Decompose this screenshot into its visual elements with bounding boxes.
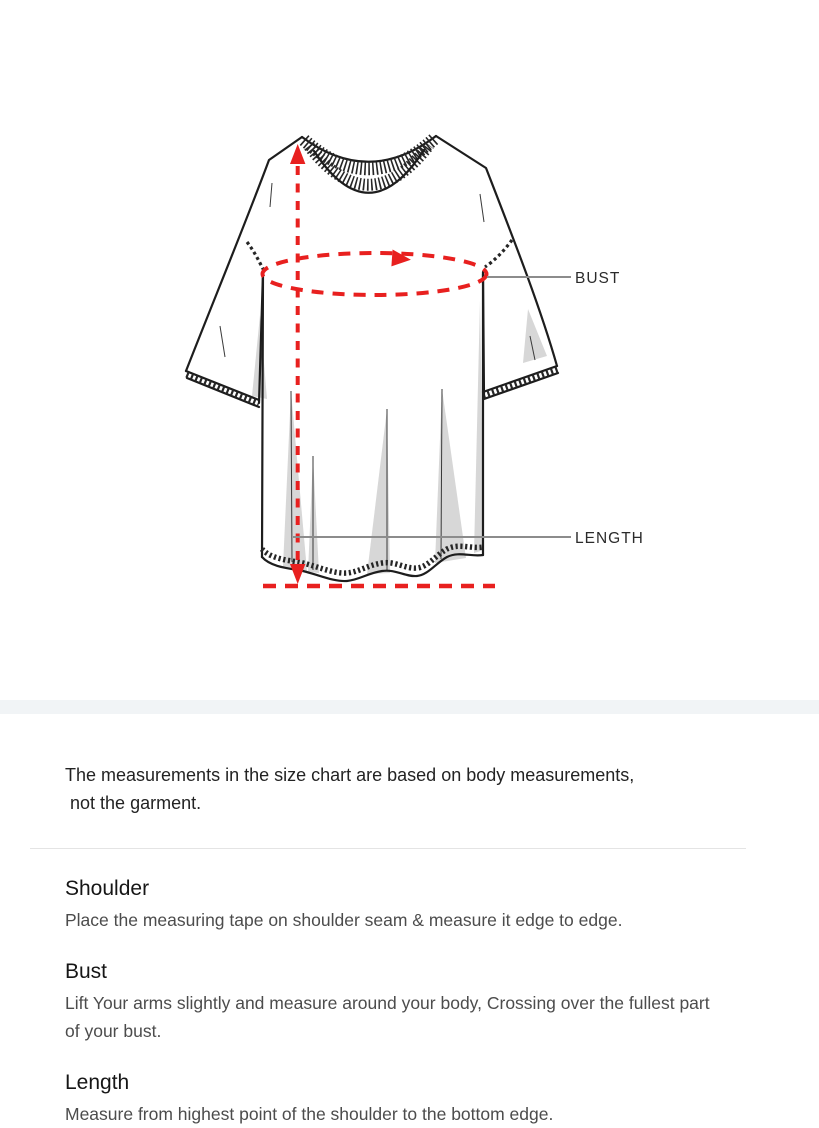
measure-section-shoulder xyxy=(65,877,749,934)
length-bottom-arrowhead xyxy=(290,564,305,584)
measure-sections xyxy=(65,877,749,1128)
body-outline xyxy=(262,270,263,557)
left-sleeve xyxy=(186,137,302,371)
size-chart-note xyxy=(65,761,749,817)
bust-label: BUST xyxy=(575,270,621,287)
measure-section-length xyxy=(65,1071,749,1128)
section-title: Bust xyxy=(65,960,108,983)
section-description: Lift Your arms slightly and measure around your body, Crossing over the fullest part of your bust. xyxy=(65,993,710,1041)
measurement-guide xyxy=(0,714,819,1128)
note-line-2: not the garment. xyxy=(65,793,202,813)
section-divider-band xyxy=(0,700,819,714)
section-title: Length xyxy=(65,1071,130,1094)
section-description: Measure from highest point of the shoulder to the bottom edge. xyxy=(65,1104,554,1124)
section-description: Place the measuring tape on shoulder seam & measure it edge to edge. xyxy=(65,910,623,930)
diagram-labels xyxy=(293,270,644,547)
length-top-arrowhead xyxy=(290,144,305,164)
shirt-outline xyxy=(186,136,558,581)
right-sleeve xyxy=(436,136,557,366)
note-line-1: The measurements in the size chart are based on body measurements, xyxy=(65,765,635,785)
measure-section-bust xyxy=(65,960,749,1045)
length-label: LENGTH xyxy=(575,530,644,547)
content-divider xyxy=(30,848,746,849)
section-title: Shoulder xyxy=(65,877,150,900)
collar-ribbing xyxy=(302,136,436,193)
